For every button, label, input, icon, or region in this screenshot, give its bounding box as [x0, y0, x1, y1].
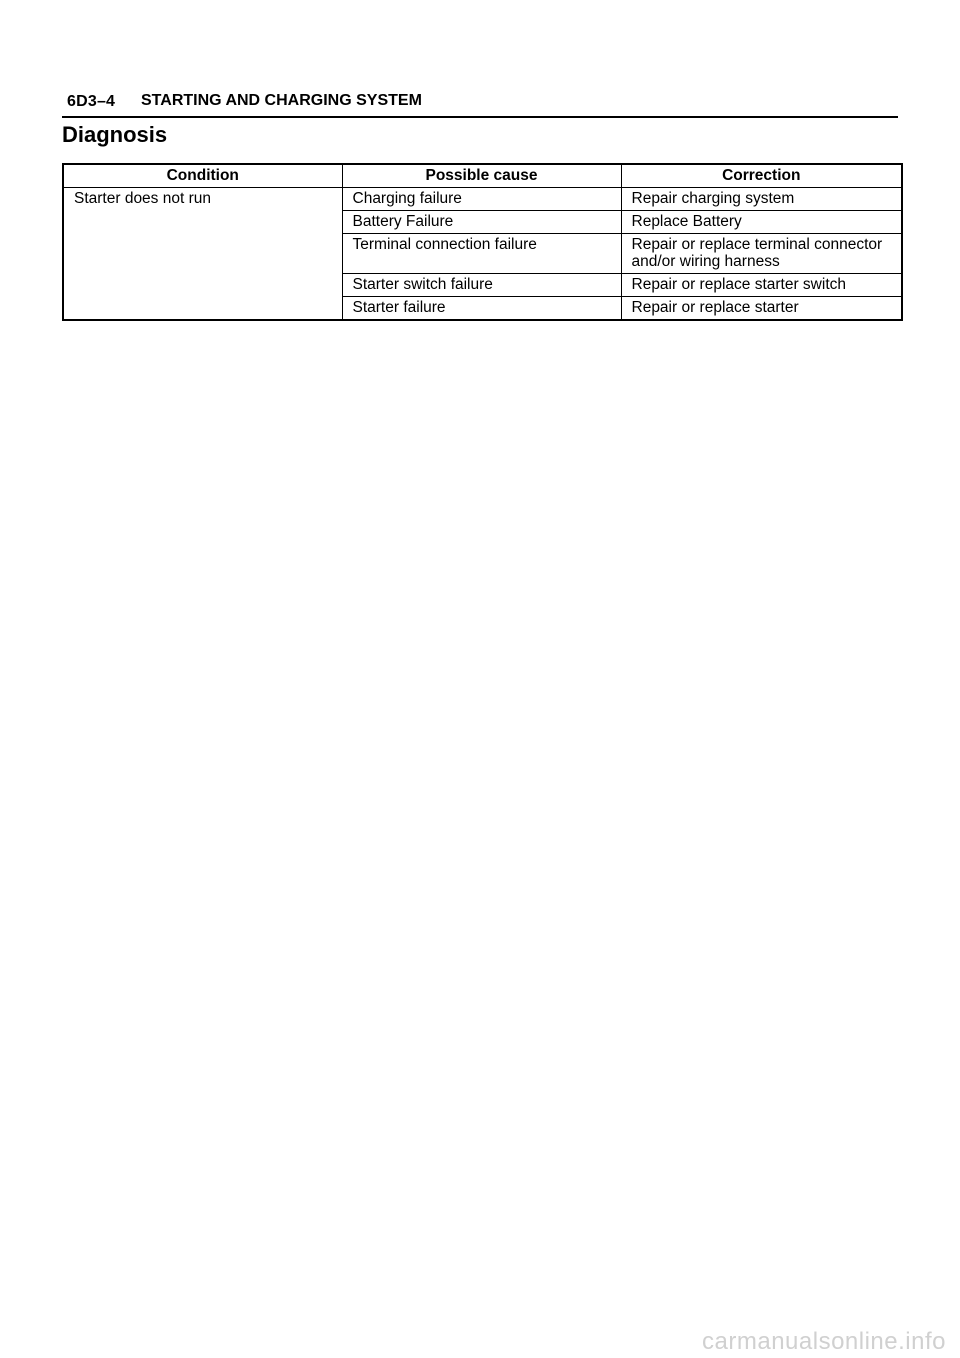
- page-header: [62, 90, 898, 118]
- condition-cell: Starter does not run: [63, 188, 342, 321]
- correction-cell: Replace Battery: [621, 211, 902, 234]
- cause-cell: Charging failure: [342, 188, 621, 211]
- column-header-condition: Condition: [63, 164, 342, 188]
- page-number: 6D3–4: [67, 93, 116, 110]
- table-row: [63, 188, 902, 211]
- cause-cell: Starter failure: [342, 297, 621, 321]
- page-title: Diagnosis: [62, 122, 168, 147]
- cause-cell: Terminal connection failure: [342, 234, 621, 274]
- column-header-correction: Correction: [621, 164, 902, 188]
- correction-cell: Repair charging system: [621, 188, 902, 211]
- column-header-possible-cause: Possible cause: [342, 164, 621, 188]
- table-header-row: [63, 164, 902, 188]
- section-title: STARTING AND CHARGING SYSTEM: [141, 92, 422, 109]
- watermark: carmanualsonline.info: [702, 1328, 946, 1355]
- correction-cell: Repair or replace terminal connector and/or wiring harness: [621, 234, 902, 274]
- diagnosis-table: [62, 163, 903, 321]
- correction-cell: Repair or replace starter: [621, 297, 902, 321]
- correction-cell: Repair or replace starter switch: [621, 274, 902, 297]
- cause-cell: Battery Failure: [342, 211, 621, 234]
- cause-cell: Starter switch failure: [342, 274, 621, 297]
